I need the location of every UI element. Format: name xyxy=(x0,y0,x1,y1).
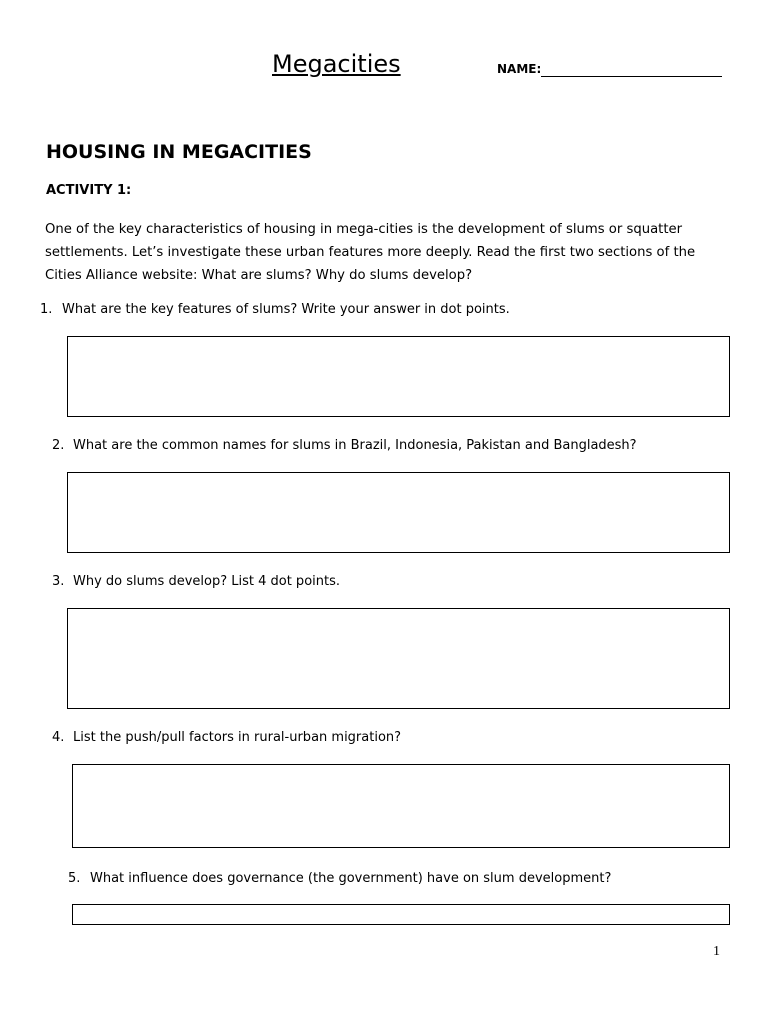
question-3-text: Why do slums develop? List 4 dot points. xyxy=(73,574,340,589)
question-3-number: 3. xyxy=(52,574,65,589)
question-4-number: 4. xyxy=(52,730,65,745)
question-2-text: What are the common names for slums in Brazil, Indonesia, Pakistan and Bangladesh? xyxy=(73,438,637,453)
question-1-number: 1. xyxy=(40,302,53,317)
page-title: Megacities xyxy=(272,50,401,78)
intro-paragraph: One of the key characteristics of housing in mega-cities is the development of slums or squatter settlements. Let’s investigate these urban features more deeply. Read the first two sections of the Cities Alliance website: What are slums? Why do slums develop? xyxy=(45,222,696,283)
question-5-text: What influence does governance (the government) have on slum development? xyxy=(90,871,612,886)
question-5-number: 5. xyxy=(68,871,81,886)
answer-box-5[interactable] xyxy=(72,904,730,925)
name-answer-line[interactable] xyxy=(541,76,722,77)
section-heading: HOUSING IN MEGACITIES xyxy=(46,141,312,163)
question-1 xyxy=(40,302,510,317)
page-number: 1 xyxy=(713,944,720,959)
question-2-number: 2. xyxy=(52,438,65,453)
question-4 xyxy=(52,730,401,745)
answer-box-2[interactable] xyxy=(67,472,730,553)
question-1-text: What are the key features of slums? Write your answer in dot points. xyxy=(62,302,510,317)
answer-box-4[interactable] xyxy=(72,764,730,848)
answer-box-1[interactable] xyxy=(67,336,730,417)
question-2 xyxy=(52,438,637,453)
question-5 xyxy=(68,871,611,886)
question-4-text: List the push/pull factors in rural-urban migration? xyxy=(73,730,402,745)
question-3 xyxy=(52,574,340,589)
activity-label: ACTIVITY 1: xyxy=(46,183,132,198)
answer-box-3[interactable] xyxy=(67,608,730,709)
name-label: NAME: xyxy=(497,62,542,76)
